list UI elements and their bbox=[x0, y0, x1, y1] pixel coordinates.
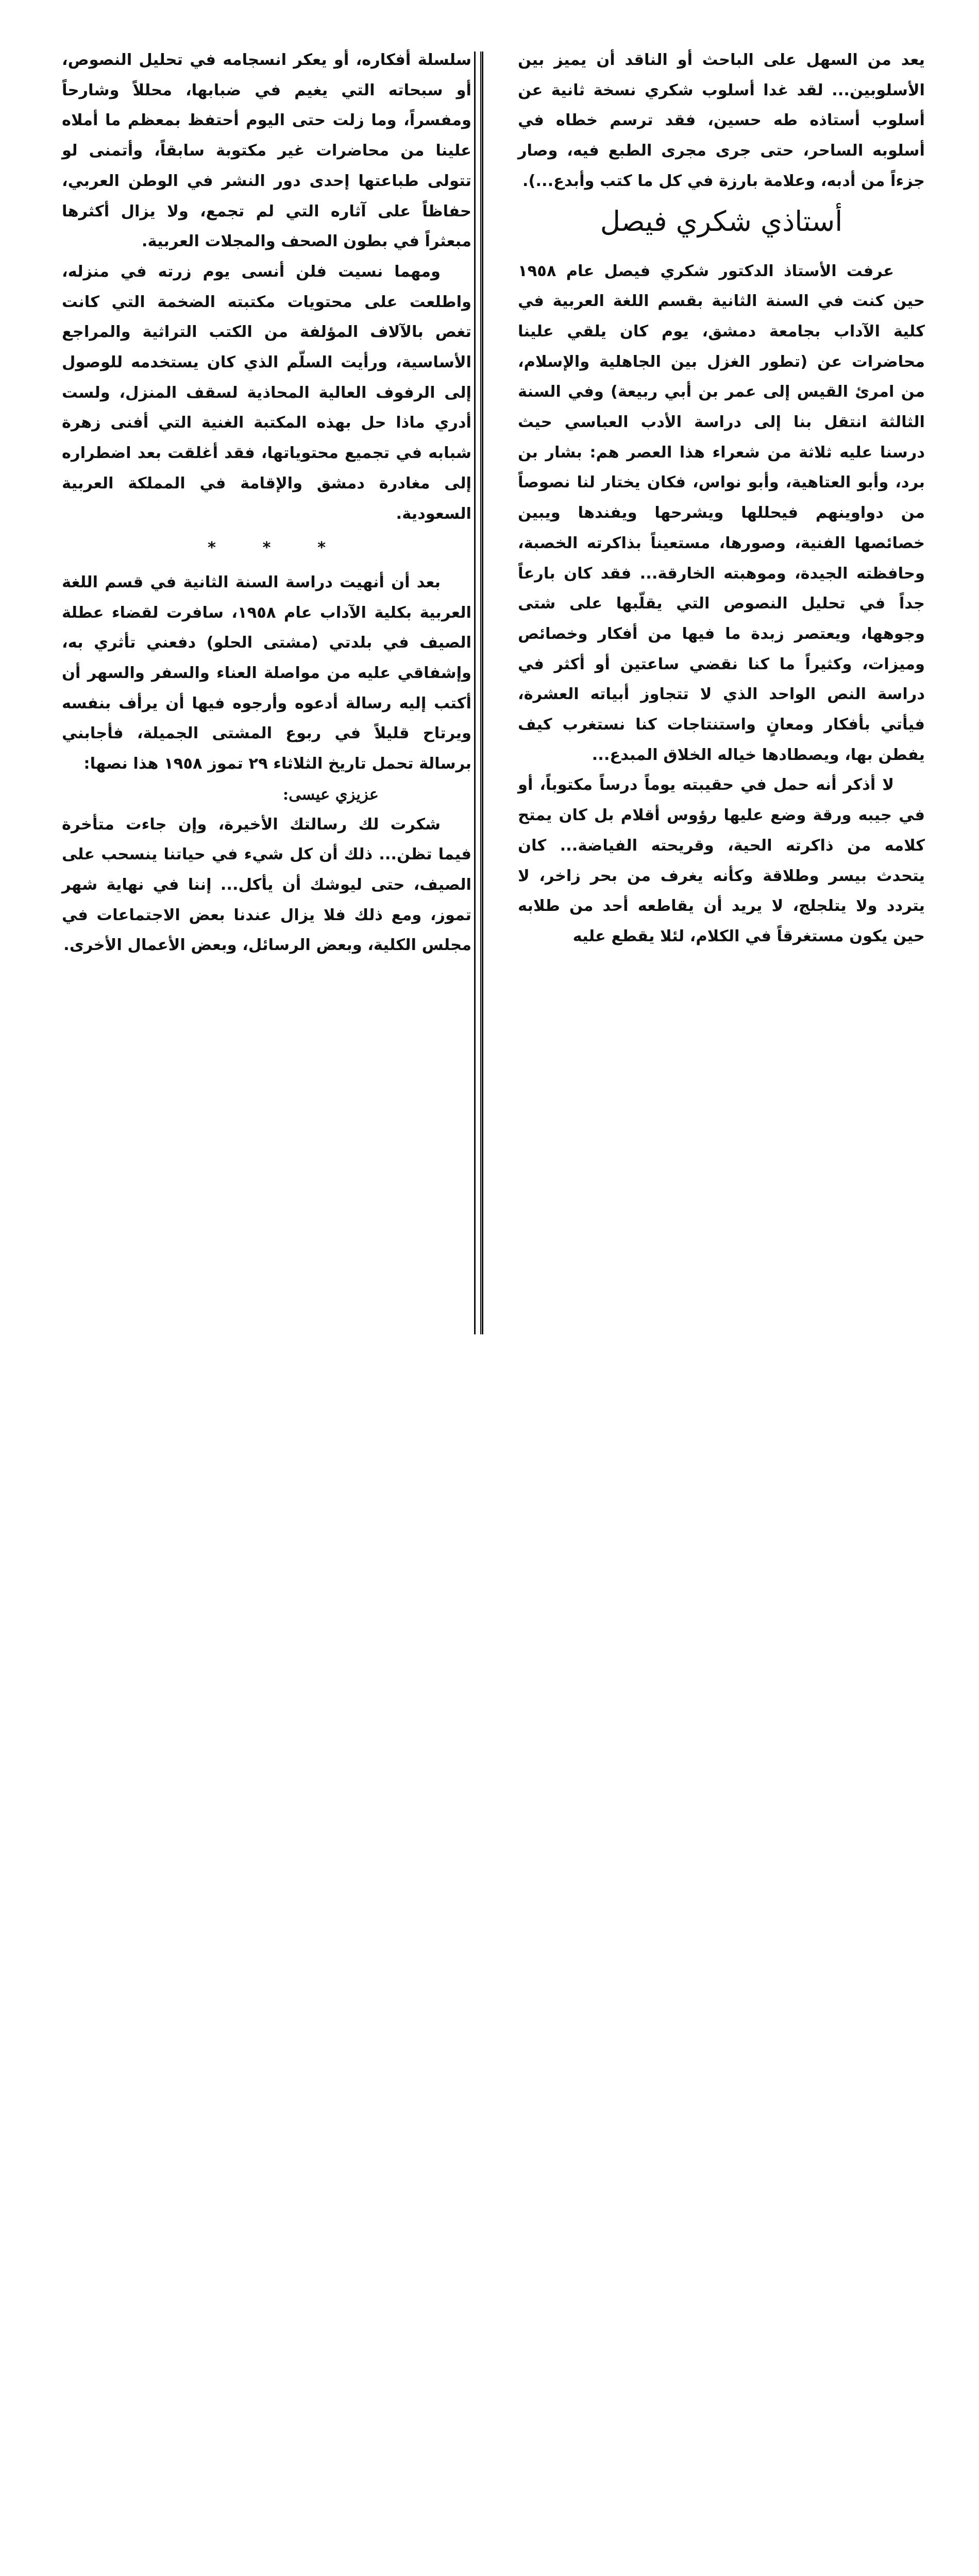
intro-paragraph: يعد من السهل على الباحث أو الناقد أن يميز بين الأسلوبين... لقد غدا أسلوب شكري نسخة ثانية عن أسلوب أستاذه طه حسين، فقد ترسم خطاه في أسلوبه الساحر، حتى جرى مجرى الطبع فيه، وصار جزءاً من أدبه، وعلامة بارزة في كل ما كتب وأبدع...). bbox=[518, 51, 925, 190]
separator-star: * bbox=[317, 539, 326, 557]
left-column bbox=[62, 45, 471, 961]
section-subheading: أستاذي شكري فيصل bbox=[600, 205, 843, 238]
library-paragraph: ومهما نسيت فلن أنسى يوم زرته في منزله، واطلعت على محتويات مكتبته الضخمة التي كانت تغص بالآلاف المؤلفة من الكتب التراثية والمراجع الأساسية، ورأيت السلّم الذي كان يستخدمه للوصول إلى الرفوف العالية المحاذية لسقف المنزل، ولست أدري ماذا حل بهذه المكتبة الغنية التي أفنى زهرة شبابه في تجميع محتوياتها، فقد أغلقت بعد اضطراره إلى مغادرة دمشق والإقامة في المملكة العربية السعودية. bbox=[62, 262, 471, 523]
body-paragraph-2: لا أذكر أنه حمل في حقيبته يوماً درساً مكتوباً، أو في جيبه ورقة وضع عليها رؤوس أقلام بل كان يمتح كلامه من ذاكرته الحية، وقريحته الفياضة... كان يتحدث بيسر وطلاقة وكأنه يغرف من بحر زاخر، لا يتردد ولا يتلجلج، لا يريد أن يقاطعه أحد من طلابه حين يكون مستغرقاً في الكلام، لئلا يقطع عليه bbox=[518, 776, 925, 945]
separator-star: * bbox=[262, 539, 271, 557]
letter-salutation: عزيزي عيسى: bbox=[282, 785, 379, 804]
section-separator bbox=[62, 533, 471, 564]
body-paragraph-1: عرفت الأستاذ الدكتور شكري فيصل عام ١٩٥٨ حين كنت في السنة الثانية بقسم اللغة العربية في كلية الآداب بجامعة دمشق، يوم كان يلقي علينا محاضرات عن (تطور الغزل بين الجاهلية والإسلام، من امرئ القيس إلى عمر بن أبي ربيعة) وفي السنة الثالثة انتقل بنا إلى دراسة الأدب العباسي حيث درسنا عليه ثلاثة من شعراء هذا العصر هم: بشار بن برد، وأبو العتاهية، وأبو نواس، فكان يختار لنا نصوصاً من دواوينهم فيحللها ويشرحها ويفندها ويبين خصائصها الفنية، وصورها، مستعيناً بذاكرته الخصبة، وحافظته الجيدة، وموهبته الخارقة... فقد كان بارعاً جداً في تحليل النصوص التي يقلّبها على شتى وجوهها، ويعتصر زبدة ما فيها من أفكار وخصائص وميزات، وكثيراً ما كنا نقضي ساعتين أو أكثر في دراسة النص الواحد الذي لا تتجاوز أبياته العشرة، فيأتي بأفكار ومعانٍ واستنتاجات كنا نستغرب كيف يفطن بها، ويصطادها خياله الخلاق المبدع... bbox=[518, 262, 925, 764]
column-divider bbox=[474, 52, 483, 1334]
page-footer bbox=[0, 1340, 979, 1406]
letter-intro-paragraph: بعد أن أنهيت دراسة السنة الثانية في قسم اللغة العربية بكلية الآداب عام ١٩٥٨، سافرت لقضاء عطلة الصيف في بلدتي (مشتى الحلو) دفعني تأثري به، وإشفاقي عليه من مواصلة العناء والسفر والسهر أن أكتب إليه رسالة أدعوه وأرجوه فيها أن يرأف بنفسه ويرتاح قليلاً في ربوع المشتى الجميلة، فأجابني برسالة تحمل تاريخ الثلاثاء ٢٩ تموز ١٩٥٨ هذا نصها: bbox=[62, 573, 471, 773]
separator-star: * bbox=[207, 539, 216, 557]
letter-body-paragraph: شكرت لك رسالتك الأخيرة، وإن جاءت متأخرة فيما تظن... ذلك أن كل شيء في حياتنا ينسحب على الصيف، حتى ليوشك أن يأكل... إننا في نهاية شهر تموز، ومع ذلك فلا يزال عندنا بعض الاجتماعات في مجلس الكلية، وبعض الرسائل، وبعض الأعمال الأخرى. bbox=[62, 815, 471, 955]
right-column bbox=[518, 45, 925, 952]
continued-paragraph: سلسلة أفكاره، أو يعكر انسجامه في تحليل النصوص، أو سبحاته التي يغيم في ضبابها، محللاً وشارحاً ومفسراً، وما زلت حتى اليوم أحتفظ بمعظم ما أملاه علينا من محاضرات غير مكتوبة سابقاً، وأتمنى لو تتولى طباعتها إحدى دور النشر في الوطن العربي، حفاظاً على آثاره التي لم تجمع، ولا يزال أكثرها مبعثراً في بطون الصحف والمجلات العربية. bbox=[62, 51, 471, 251]
